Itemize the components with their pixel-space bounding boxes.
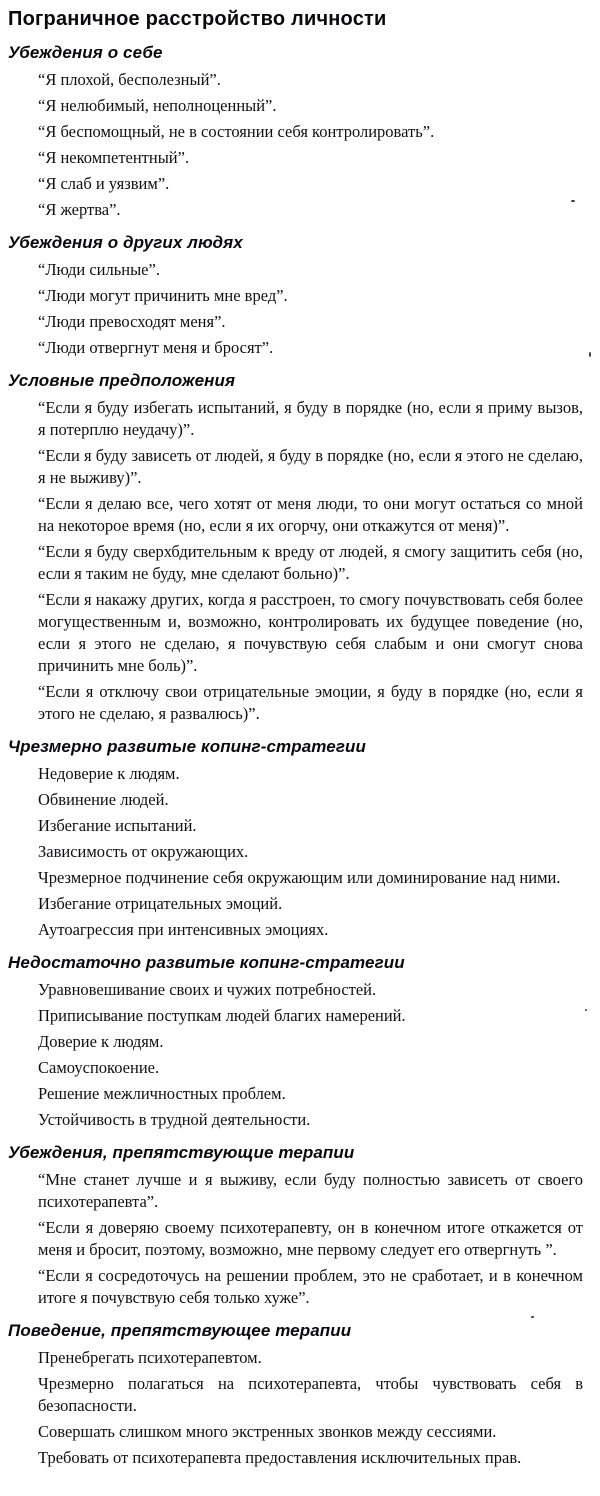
belief-item: Избегание испытаний.: [38, 816, 197, 835]
belief-item: Зависимость от окружающих.: [38, 842, 249, 861]
section-heading: Недостаточно развитые копинг-стратегии: [8, 953, 405, 972]
belief-item: “Люди отвергнут меня и бросят”.: [38, 338, 274, 357]
section: [8, 952, 583, 1131]
belief-item: Аутоагрессия при интенсивных эмоциях.: [38, 920, 329, 939]
belief-item: “Люди превосходят меня”.: [38, 312, 226, 331]
belief-item: “Если я делаю все, чего хотят от меня люди, то они могут остаться со мной на некоторое время (но, если я их огорчу, они откажутся от меня)”.: [38, 494, 583, 535]
belief-item: Приписывание поступкам людей благих намерений.: [38, 1006, 406, 1025]
belief-item: Доверие к людям.: [38, 1032, 164, 1051]
scan-speck: [585, 1009, 587, 1011]
section-heading: Убеждения, препятствующие терапии: [8, 1143, 355, 1162]
belief-item: Обвинение людей.: [38, 790, 169, 809]
belief-item: “Я нелюбимый, неполноценный”.: [38, 96, 277, 115]
belief-item: Пренебрегать психотерапевтом.: [38, 1348, 262, 1367]
section-heading: Поведение, препятствующее терапии: [8, 1321, 352, 1340]
section: [8, 1320, 583, 1469]
section-items: [8, 763, 583, 941]
section-items: [8, 69, 583, 221]
belief-item: Устойчивость в трудной деятельности.: [38, 1110, 311, 1129]
belief-item: Недоверие к людям.: [38, 764, 180, 783]
section-items: [8, 979, 583, 1131]
belief-item: Чрезмерно полагаться на психотерапевта, чтобы чувствовать себя в безопасности.: [38, 1374, 583, 1415]
belief-item: “Если я отключу свои отрицательные эмоции, я буду в порядке (но, если я этого не сделаю, я развалюсь)”.: [38, 682, 583, 723]
belief-item: Совершать слишком много экстренных звонков между сессиями.: [38, 1422, 497, 1441]
section-items: [8, 397, 583, 725]
belief-item: Требовать от психотерапевта предоставления исключительных прав.: [38, 1448, 522, 1467]
belief-item: Избегание отрицательных эмоций.: [38, 894, 283, 913]
belief-item: “Если я буду избегать испытаний, я буду в порядке (но, если я приму вызов, я потерплю неудачу)”.: [38, 398, 583, 439]
belief-item: “Мне станет лучше и я выживу, если буду полностью зависеть от своего психотерапевта”.: [38, 1170, 583, 1211]
belief-item: Решение межличностных проблем.: [38, 1084, 286, 1103]
belief-item: “Я плохой, бесполезный”.: [38, 70, 221, 89]
belief-item: “Если я накажу других, когда я расстроен, то смогу почувствовать себя более могущественным и, возможно, контролировать их будущее поведение (но, если я этого не сделаю, я почувствую себя слабым и они смогут снова причинить мне боль)”.: [38, 590, 583, 675]
section: [8, 232, 583, 359]
belief-item: “Если я сосредоточусь на решении проблем, это не сработает, и в конечном итоге я почувствую себя только хуже”.: [38, 1266, 583, 1307]
belief-item: “Люди сильные”.: [38, 260, 160, 279]
scan-speck: [589, 352, 591, 357]
section-items: [8, 259, 583, 359]
section: [8, 42, 583, 221]
belief-item: Уравновешивание своих и чужих потребностей.: [38, 980, 377, 999]
section-heading: Условные предположения: [8, 371, 236, 390]
belief-item: “Если я доверяю своему психотерапевту, он в конечном итоге откажется от меня и бросит, поэтому, возможно, мне первому следует его отвергнуть ”.: [38, 1218, 583, 1259]
belief-item: “Если я буду зависеть от людей, я буду в порядке (но, если я этого не сделаю, я не выживу)”.: [38, 446, 583, 487]
belief-item: “Я некомпетентный”.: [38, 148, 190, 167]
belief-item: “Я жертва”.: [38, 200, 121, 219]
belief-item: Самоуспокоение.: [38, 1058, 160, 1077]
belief-item: “Люди могут причинить мне вред”.: [38, 286, 288, 305]
page-title: Пограничное расстройство личности: [8, 8, 387, 30]
section: [8, 1142, 583, 1309]
belief-item: “Я слаб и уязвим”.: [38, 174, 170, 193]
section: [8, 370, 583, 725]
belief-item: “Если я буду сверхбдительным к вреду от людей, я смогу защитить себя (но, если я таким не буду, мне сделают больно)”.: [38, 542, 583, 583]
sections-container: [8, 42, 583, 1469]
section: [8, 736, 583, 941]
belief-item: Чрезмерное подчинение себя окружающим или доминирование над ними.: [38, 868, 561, 887]
section-heading: Убеждения о других людях: [8, 233, 243, 252]
belief-item: “Я беспомощный, не в состоянии себя контролировать”.: [38, 122, 435, 141]
section-items: [8, 1347, 583, 1469]
scan-speck: [571, 200, 575, 202]
scan-speck: [531, 1316, 534, 1318]
section-heading: Убеждения о себе: [8, 43, 163, 62]
section-heading: Чрезмерно развитые копинг-стратегии: [8, 737, 366, 756]
section-items: [8, 1169, 583, 1309]
